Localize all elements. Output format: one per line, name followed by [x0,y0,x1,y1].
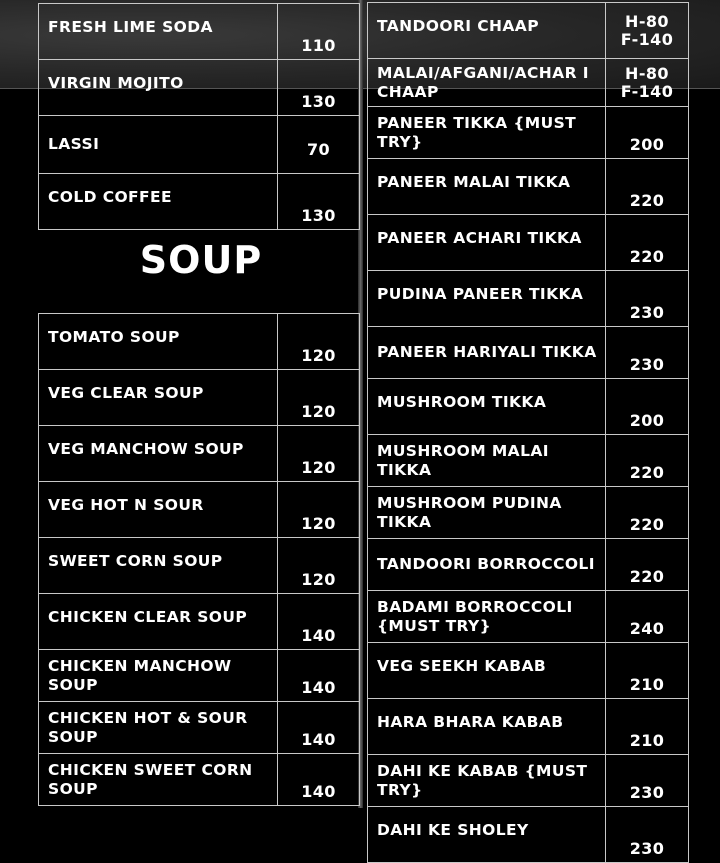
item-price [606,59,689,107]
menu-row [39,650,360,702]
item-price: 210 [606,699,689,755]
item-price: 220 [606,159,689,215]
item-name: DAHI KE KABAB {MUST TRY} [368,755,606,807]
item-name: TANDOORI CHAAP [368,3,606,59]
item-price: 230 [606,807,689,863]
item-price: 140 [278,650,360,702]
item-name: FRESH LIME SODA [39,4,278,60]
item-price: 200 [606,107,689,159]
item-price: 130 [278,174,360,230]
menu-row [368,487,689,539]
item-name: MALAI/AFGANI/ACHAR I CHAAP [368,59,606,107]
item-name: PANEER TIKKA {MUST TRY} [368,107,606,159]
item-name: BADAMI BORROCCOLI {MUST TRY} [368,591,606,643]
item-price: 140 [278,702,360,754]
item-name: COLD COFFEE [39,174,278,230]
menu-row [39,426,360,482]
item-price: 230 [606,755,689,807]
item-name: VIRGIN MOJITO [39,60,278,116]
menu-row [368,59,689,107]
menu-row [39,174,360,230]
item-name: CHICKEN SWEET CORN SOUP [39,754,278,806]
menu-row [39,482,360,538]
item-price: 200 [606,379,689,435]
menu-row [368,107,689,159]
item-price: 130 [278,60,360,116]
menu-row [368,539,689,591]
menu-row [368,3,689,59]
item-price: 220 [606,435,689,487]
item-price: 140 [278,754,360,806]
menu-row [368,159,689,215]
item-price: 120 [278,370,360,426]
item-name: VEG CLEAR SOUP [39,370,278,426]
item-name: MUSHROOM MALAI TIKKA [368,435,606,487]
menu-row [368,435,689,487]
item-name: HARA BHARA KABAB [368,699,606,755]
item-name: PUDINA PANEER TIKKA [368,271,606,327]
menu-row [368,699,689,755]
menu-row [39,538,360,594]
full-plate-price: F-140 [620,29,674,49]
item-price: 120 [278,482,360,538]
item-price: 230 [606,271,689,327]
item-price: 120 [278,538,360,594]
menu-row [39,314,360,370]
menu-row [39,594,360,650]
item-name: CHICKEN CLEAR SOUP [39,594,278,650]
item-name: VEG SEEKH KABAB [368,643,606,699]
menu-row [368,591,689,643]
drinks-table [38,3,360,230]
menu-row [39,116,360,174]
item-name: DAHI KE SHOLEY [368,807,606,863]
item-name: CHICKEN MANCHOW SOUP [39,650,278,702]
item-name: CHICKEN HOT & SOUR SOUP [39,702,278,754]
item-price: 220 [606,487,689,539]
item-name: LASSI [39,116,278,174]
item-name: PANEER MALAI TIKKA [368,159,606,215]
item-name: VEG MANCHOW SOUP [39,426,278,482]
menu-row [39,754,360,806]
item-price: 210 [606,643,689,699]
tandoor-table [367,2,689,863]
menu-row [39,60,360,116]
menu-row [39,370,360,426]
item-price: 220 [606,539,689,591]
menu-row [368,271,689,327]
menu-row [368,215,689,271]
item-price: 120 [278,426,360,482]
item-name: TANDOORI BORROCCOLI [368,539,606,591]
item-name: MUSHROOM PUDINA TIKKA [368,487,606,539]
item-price [606,3,689,59]
menu-row [368,643,689,699]
item-name: PANEER ACHARI TIKKA [368,215,606,271]
menu-row [368,379,689,435]
item-price: 110 [278,4,360,60]
item-name: TOMATO SOUP [39,314,278,370]
menu-row [368,755,689,807]
item-name: PANEER HARIYALI TIKKA [368,327,606,379]
item-price: 230 [606,327,689,379]
item-price: 240 [606,591,689,643]
menu-row [368,327,689,379]
menu-row [39,702,360,754]
item-name: VEG HOT N SOUR [39,482,278,538]
item-price: 220 [606,215,689,271]
soup-table [38,313,360,806]
menu-row [368,807,689,863]
item-price: 140 [278,594,360,650]
item-name: SWEET CORN SOUP [39,538,278,594]
full-plate-price: F-140 [620,81,674,101]
item-price: 120 [278,314,360,370]
item-price: 70 [278,116,360,174]
item-name: MUSHROOM TIKKA [368,379,606,435]
half-plate-price: H-80 [625,63,669,83]
half-plate-price: H-80 [625,11,669,31]
menu-row [39,4,360,60]
soup-section-title: SOUP [139,238,263,282]
